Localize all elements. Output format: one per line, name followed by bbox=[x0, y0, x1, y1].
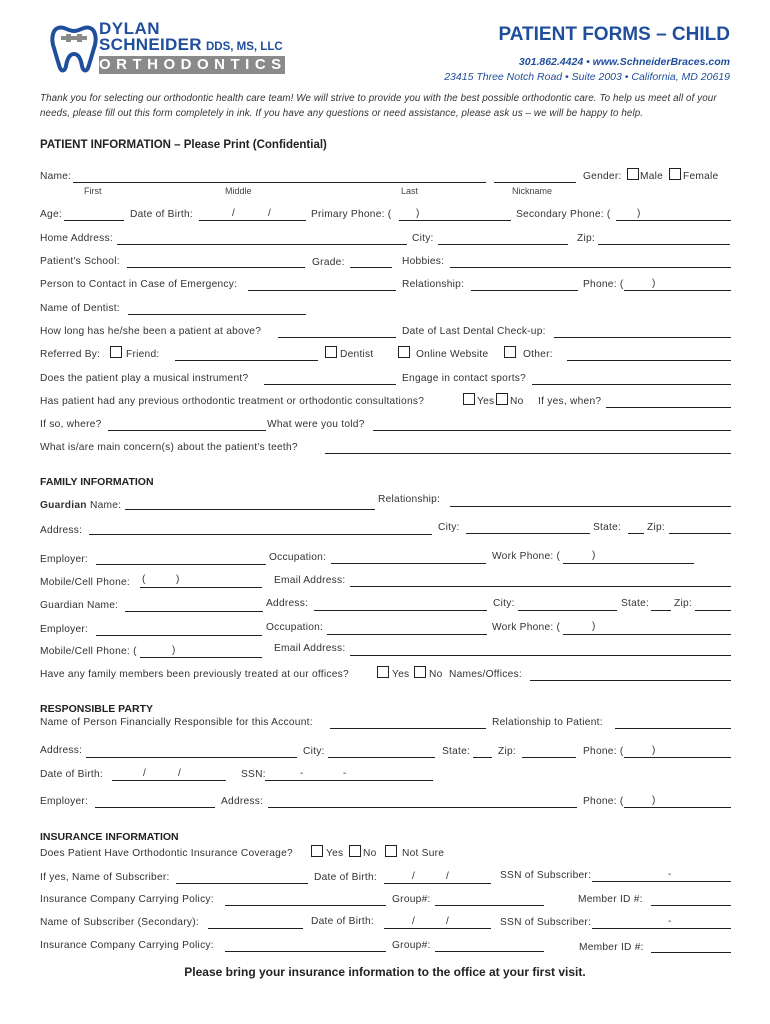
school-label: Patient's School: bbox=[40, 256, 120, 267]
guardian2-state-input-line[interactable] bbox=[651, 610, 671, 611]
prev-family-yes-label: Yes bbox=[392, 669, 410, 680]
prev-treatment-no-label: No bbox=[510, 396, 524, 407]
names-offices-label: Names/Offices: bbox=[449, 669, 522, 680]
nickname-sublabel: Nickname bbox=[512, 186, 553, 196]
what-told-label: What were you told? bbox=[267, 419, 365, 430]
guardian1-mobile-label: Mobile/Cell Phone: bbox=[40, 577, 131, 588]
member-id2-input-line[interactable] bbox=[651, 952, 731, 953]
gender-label: Gender: bbox=[583, 171, 622, 182]
subscriber-label: If yes, Name of Subscriber: bbox=[40, 872, 170, 883]
musical-input-line[interactable] bbox=[264, 384, 396, 385]
rp-employer-input-line[interactable] bbox=[95, 807, 215, 808]
guardian1-address-label: Address: bbox=[40, 525, 83, 536]
guardian2-work-phone-paren: ) bbox=[592, 621, 596, 632]
carrier2-label: Insurance Company Carrying Policy: bbox=[40, 940, 214, 951]
rp-dob-input-line[interactable] bbox=[112, 780, 226, 781]
logo-band-text: ORTHODONTICS bbox=[99, 56, 287, 73]
ssn-subscriber2-label: SSN of Subscriber: bbox=[500, 917, 592, 928]
subscriber-dob-slash-2: / bbox=[446, 871, 449, 882]
guardian-name-label: Name: bbox=[90, 500, 122, 511]
rp-address2-label: Address: bbox=[221, 796, 264, 807]
guardian1-occupation-label: Occupation: bbox=[269, 552, 327, 563]
subscriber2-label: Name of Subscriber (Secondary): bbox=[40, 917, 199, 928]
rp-ssn-dash-1: - bbox=[300, 768, 304, 779]
guardian2-employer-label: Employer: bbox=[40, 624, 89, 635]
member-id2-label: Member ID #: bbox=[579, 942, 644, 953]
guardian2-mobile-label: Mobile/Cell Phone: ( bbox=[40, 646, 137, 657]
guardian2-name-label: Guardian Name: bbox=[40, 600, 119, 611]
rp-zip-label: Zip: bbox=[498, 746, 516, 757]
subscriber2-dob-label: Date of Birth: bbox=[311, 916, 374, 927]
coverage-yes-label: Yes bbox=[326, 848, 344, 859]
guardian1-relationship-label: Relationship: bbox=[378, 494, 441, 505]
school-input-line[interactable] bbox=[127, 267, 305, 268]
dob-slash-2: / bbox=[268, 208, 271, 219]
rp-city-label: City: bbox=[303, 746, 325, 757]
hobbies-label: Hobbies: bbox=[402, 256, 445, 267]
guardian1-employer-label: Employer: bbox=[40, 554, 89, 565]
rp-address-input-line[interactable] bbox=[86, 757, 297, 758]
guardian1-zip-input-line[interactable] bbox=[669, 533, 731, 534]
secondary-phone-input-line[interactable] bbox=[616, 220, 731, 221]
coverage-no-checkbox[interactable] bbox=[349, 845, 361, 857]
guardian1-work-phone-input-line[interactable] bbox=[563, 563, 694, 564]
guardian2-occupation-input-line[interactable] bbox=[327, 634, 487, 635]
patient-info-heading: PATIENT INFORMATION – Please Print (Confidential) bbox=[40, 139, 327, 151]
fin-responsible-label: Name of Person Financially Responsible for this Account: bbox=[40, 717, 313, 728]
rp-phone-label: Phone: ( bbox=[583, 746, 624, 757]
friend-input-line[interactable] bbox=[175, 360, 318, 361]
guardian2-address-input-line[interactable] bbox=[314, 610, 487, 611]
guardian2-email-label: Email Address: bbox=[274, 643, 346, 654]
rp-zip-input-line[interactable] bbox=[522, 757, 576, 758]
other-label: Other: bbox=[523, 349, 553, 360]
emergency-phone-input-line[interactable] bbox=[624, 290, 731, 291]
member-id-label: Member ID #: bbox=[578, 894, 643, 905]
insurance-info-heading: INSURANCE INFORMATION bbox=[40, 831, 179, 843]
guardian1-email-input-line[interactable] bbox=[350, 586, 731, 587]
dentist-checkbox[interactable] bbox=[325, 346, 337, 358]
dentist-label: Dentist bbox=[340, 349, 374, 360]
concerns-label: What is/are main concern(s) about the patient's teeth? bbox=[40, 442, 298, 453]
coverage-not-sure-checkbox[interactable] bbox=[385, 845, 397, 857]
nickname-input-line[interactable] bbox=[494, 182, 576, 183]
musical-label: Does the patient play a musical instrument? bbox=[40, 373, 249, 384]
rp-phone2-input-line[interactable] bbox=[624, 807, 731, 808]
guardian1-occupation-input-line[interactable] bbox=[331, 563, 486, 564]
guardian1-city-input-line[interactable] bbox=[466, 533, 590, 534]
friend-label: Friend: bbox=[126, 349, 160, 360]
prev-treatment-label: Has patient had any previous orthodontic treatment or orthodontic consultations? bbox=[40, 396, 425, 407]
family-info-heading: FAMILY INFORMATION bbox=[40, 476, 154, 488]
carrier-label: Insurance Company Carrying Policy: bbox=[40, 894, 214, 905]
guardian2-zip-label: Zip: bbox=[674, 598, 692, 609]
age-label: Age: bbox=[40, 209, 62, 220]
rp-address2-input-line[interactable] bbox=[268, 807, 577, 808]
other-input-line[interactable] bbox=[567, 360, 731, 361]
guardian1-city-label: City: bbox=[438, 522, 460, 533]
first-sublabel: First bbox=[84, 186, 102, 196]
rp-ssn-dash-2: - bbox=[343, 768, 347, 779]
contact-line: 301.862.4424 • www.SchneiderBraces.com bbox=[518, 56, 730, 68]
home-zip-input-line[interactable] bbox=[598, 244, 730, 245]
emergency-contact-input-line[interactable] bbox=[248, 290, 396, 291]
ssn-subscriber2-dash: - bbox=[668, 916, 672, 927]
coverage-label: Does Patient Have Orthodontic Insurance Coverage? bbox=[40, 848, 293, 859]
if-yes-when-label: If yes, when? bbox=[538, 396, 602, 407]
sports-label: Engage in contact sports? bbox=[402, 373, 527, 384]
male-label: Male bbox=[640, 171, 664, 182]
tooth-icon bbox=[48, 22, 100, 74]
intro-text: Thank you for selecting our orthodontic health care team! We will strive to provide you with the best possible orthodontic care. To help us meet all of your needs, please fill out this form completely in ink. If you have any questions or need assistance, please ask us – we will be happy to help. bbox=[40, 93, 717, 119]
other-checkbox[interactable] bbox=[504, 346, 516, 358]
rp-state-input-line[interactable] bbox=[473, 757, 492, 758]
logo-name-last: SCHNEIDER bbox=[99, 35, 202, 54]
dob-label: Date of Birth: bbox=[130, 209, 193, 220]
page-title: PATIENT FORMS – CHILD bbox=[498, 24, 730, 45]
guardian1-state-input-line[interactable] bbox=[628, 533, 644, 534]
subscriber-dob-slash-1: / bbox=[412, 871, 415, 882]
last-checkup-input-line[interactable] bbox=[554, 337, 731, 338]
rp-dob-slash-1: / bbox=[143, 768, 146, 779]
emergency-phone-label: Phone: ( bbox=[583, 279, 624, 290]
guardian2-email-input-line[interactable] bbox=[350, 655, 731, 656]
ssn-subscriber2-input-line[interactable] bbox=[592, 928, 731, 929]
practice-logo bbox=[44, 20, 290, 80]
names-offices-input-line[interactable] bbox=[530, 680, 731, 681]
age-input-line[interactable] bbox=[64, 220, 124, 221]
sports-input-line[interactable] bbox=[532, 384, 731, 385]
home-city-label: City: bbox=[412, 233, 434, 244]
responsible-party-heading: RESPONSIBLE PARTY bbox=[40, 703, 153, 715]
guardian2-work-phone-label: Work Phone: ( bbox=[492, 622, 561, 633]
last-sublabel: Last bbox=[401, 186, 419, 196]
middle-sublabel: Middle bbox=[225, 186, 252, 196]
rp-phone2-label: Phone: ( bbox=[583, 796, 624, 807]
subscriber-dob-input-line[interactable] bbox=[384, 883, 491, 884]
coverage-no-label: No bbox=[363, 848, 377, 859]
online-website-checkbox[interactable] bbox=[398, 346, 410, 358]
guardian2-name-input-line[interactable] bbox=[125, 611, 263, 612]
guardian-bold-label: Guardian bbox=[40, 500, 87, 511]
home-zip-label: Zip: bbox=[577, 233, 595, 244]
group-input-line[interactable] bbox=[435, 905, 544, 906]
guardian1-work-phone-paren: ) bbox=[592, 550, 596, 561]
fin-responsible-input-line[interactable] bbox=[330, 728, 486, 729]
hobbies-input-line[interactable] bbox=[450, 267, 731, 268]
rp-phone2-paren: ) bbox=[652, 795, 656, 806]
logo-orthodontics-band bbox=[99, 56, 285, 74]
address-line: 23415 Three Notch Road • Suite 2003 • California, MD 20619 bbox=[444, 71, 730, 83]
what-told-input-line[interactable] bbox=[373, 430, 731, 431]
emergency-relationship-input-line[interactable] bbox=[471, 290, 578, 291]
ssn-subscriber-input-line[interactable] bbox=[592, 881, 731, 882]
group2-label: Group#: bbox=[392, 940, 431, 951]
carrier-input-line[interactable] bbox=[225, 905, 386, 906]
coverage-not-sure-label: Not Sure bbox=[402, 848, 445, 859]
guardian2-occupation-label: Occupation: bbox=[266, 622, 324, 633]
secondary-phone-label: Secondary Phone: ( bbox=[516, 209, 611, 220]
ssn-subscriber-label: SSN of Subscriber: bbox=[500, 870, 592, 881]
subscriber2-dob-slash-2: / bbox=[446, 916, 449, 927]
guardian2-address-label: Address: bbox=[266, 598, 309, 609]
online-website-label: Online Website bbox=[416, 349, 489, 360]
last-checkup-label: Date of Last Dental Check-up: bbox=[402, 326, 546, 337]
guardian1-mobile-paren-open: ( bbox=[142, 574, 146, 585]
prev-family-yes-checkbox[interactable] bbox=[377, 666, 389, 678]
guardian1-employer-input-line[interactable] bbox=[96, 564, 266, 565]
if-so-where-input-line[interactable] bbox=[108, 430, 266, 431]
secondary-phone-paren: ) bbox=[637, 208, 641, 219]
rp-city-input-line[interactable] bbox=[328, 757, 435, 758]
emergency-contact-label: Person to Contact in Case of Emergency: bbox=[40, 279, 238, 290]
dentist-name-input-line[interactable] bbox=[128, 314, 306, 315]
prev-treatment-yes-checkbox[interactable] bbox=[463, 393, 475, 405]
friend-checkbox[interactable] bbox=[110, 346, 122, 358]
emergency-phone-paren: ) bbox=[652, 278, 656, 289]
guardian1-mobile-input-line[interactable] bbox=[140, 587, 262, 588]
prev-family-no-label: No bbox=[429, 669, 443, 680]
guardian1-relationship-input-line[interactable] bbox=[450, 506, 731, 507]
guardian2-mobile-paren: ) bbox=[172, 645, 176, 656]
logo-name-first: DYLAN bbox=[99, 19, 161, 38]
coverage-yes-checkbox[interactable] bbox=[311, 845, 323, 857]
guardian1-zip-label: Zip: bbox=[647, 522, 665, 533]
prev-treatment-yes-label: Yes bbox=[477, 396, 495, 407]
prev-family-label: Have any family members been previously treated at our offices? bbox=[40, 669, 349, 680]
concerns-input-line[interactable] bbox=[325, 453, 731, 454]
subscriber-dob-label: Date of Birth: bbox=[314, 872, 377, 883]
footer-note: Please bring your insurance information to the office at your first visit. bbox=[184, 965, 586, 979]
emergency-relationship-label: Relationship: bbox=[402, 279, 465, 290]
rel-patient-input-line[interactable] bbox=[615, 728, 731, 729]
rp-ssn-input-line[interactable] bbox=[265, 780, 433, 781]
home-address-input-line[interactable] bbox=[117, 244, 407, 245]
guardian2-city-input-line[interactable] bbox=[518, 610, 617, 611]
rp-dob-label: Date of Birth: bbox=[40, 769, 103, 780]
rp-phone-paren: ) bbox=[652, 745, 656, 756]
female-checkbox[interactable] bbox=[669, 168, 681, 180]
home-city-input-line[interactable] bbox=[438, 244, 568, 245]
referred-by-label: Referred By: bbox=[40, 349, 101, 360]
primary-phone-paren: ) bbox=[416, 208, 420, 219]
male-checkbox[interactable] bbox=[627, 168, 639, 180]
subscriber2-input-line[interactable] bbox=[208, 928, 303, 929]
dob-slash-1: / bbox=[232, 208, 235, 219]
primary-phone-label: Primary Phone: ( bbox=[311, 209, 392, 220]
ssn-subscriber-dash: - bbox=[668, 869, 672, 880]
group2-input-line[interactable] bbox=[435, 951, 544, 952]
guardian1-name-input-line[interactable] bbox=[125, 509, 375, 510]
if-yes-when-input-line[interactable] bbox=[606, 407, 731, 408]
subscriber2-dob-input-line[interactable] bbox=[384, 928, 491, 929]
rp-phone-input-line[interactable] bbox=[624, 757, 731, 758]
prev-family-no-checkbox[interactable] bbox=[414, 666, 426, 678]
rp-employer-label: Employer: bbox=[40, 796, 89, 807]
carrier2-input-line[interactable] bbox=[225, 951, 386, 952]
subscriber2-dob-slash-1: / bbox=[412, 916, 415, 927]
guardian1-state-label: State: bbox=[593, 522, 622, 533]
name-label: Name: bbox=[40, 171, 72, 182]
group-label: Group#: bbox=[392, 894, 431, 905]
guardian1-mobile-paren-close: ) bbox=[176, 574, 180, 585]
prev-treatment-no-checkbox[interactable] bbox=[496, 393, 508, 405]
rp-address-label: Address: bbox=[40, 745, 83, 756]
female-label: Female bbox=[683, 171, 719, 182]
rp-ssn-label: SSN: bbox=[241, 769, 266, 780]
dentist-name-label: Name of Dentist: bbox=[40, 303, 120, 314]
member-id-input-line[interactable] bbox=[651, 905, 731, 906]
guardian2-work-phone-input-line[interactable] bbox=[563, 634, 731, 635]
grade-input-line[interactable] bbox=[350, 267, 392, 268]
if-so-where-label: If so, where? bbox=[40, 419, 102, 430]
primary-phone-input-line[interactable] bbox=[399, 220, 511, 221]
rel-patient-label: Relationship to Patient: bbox=[492, 717, 603, 728]
guardian1-email-label: Email Address: bbox=[274, 575, 346, 586]
how-long-label: How long has he/she been a patient at above? bbox=[40, 326, 262, 337]
home-address-label: Home Address: bbox=[40, 233, 113, 244]
subscriber-input-line[interactable] bbox=[176, 883, 308, 884]
guardian2-mobile-input-line[interactable] bbox=[140, 657, 262, 658]
rp-state-label: State: bbox=[442, 746, 471, 757]
guardian1-work-phone-label: Work Phone: ( bbox=[492, 551, 561, 562]
guardian2-zip-input-line[interactable] bbox=[695, 610, 731, 611]
guardian2-city-label: City: bbox=[493, 598, 515, 609]
guardian2-state-label: State: bbox=[621, 598, 650, 609]
grade-label: Grade: bbox=[312, 257, 345, 268]
guardian1-address-input-line[interactable] bbox=[89, 534, 432, 535]
guardian2-employer-input-line[interactable] bbox=[96, 635, 262, 636]
how-long-input-line[interactable] bbox=[278, 337, 396, 338]
dob-input-line[interactable] bbox=[199, 220, 306, 221]
name-input-line[interactable] bbox=[73, 182, 486, 183]
rp-dob-slash-2: / bbox=[178, 768, 181, 779]
logo-credentials: DDS, MS, LLC bbox=[206, 41, 283, 53]
